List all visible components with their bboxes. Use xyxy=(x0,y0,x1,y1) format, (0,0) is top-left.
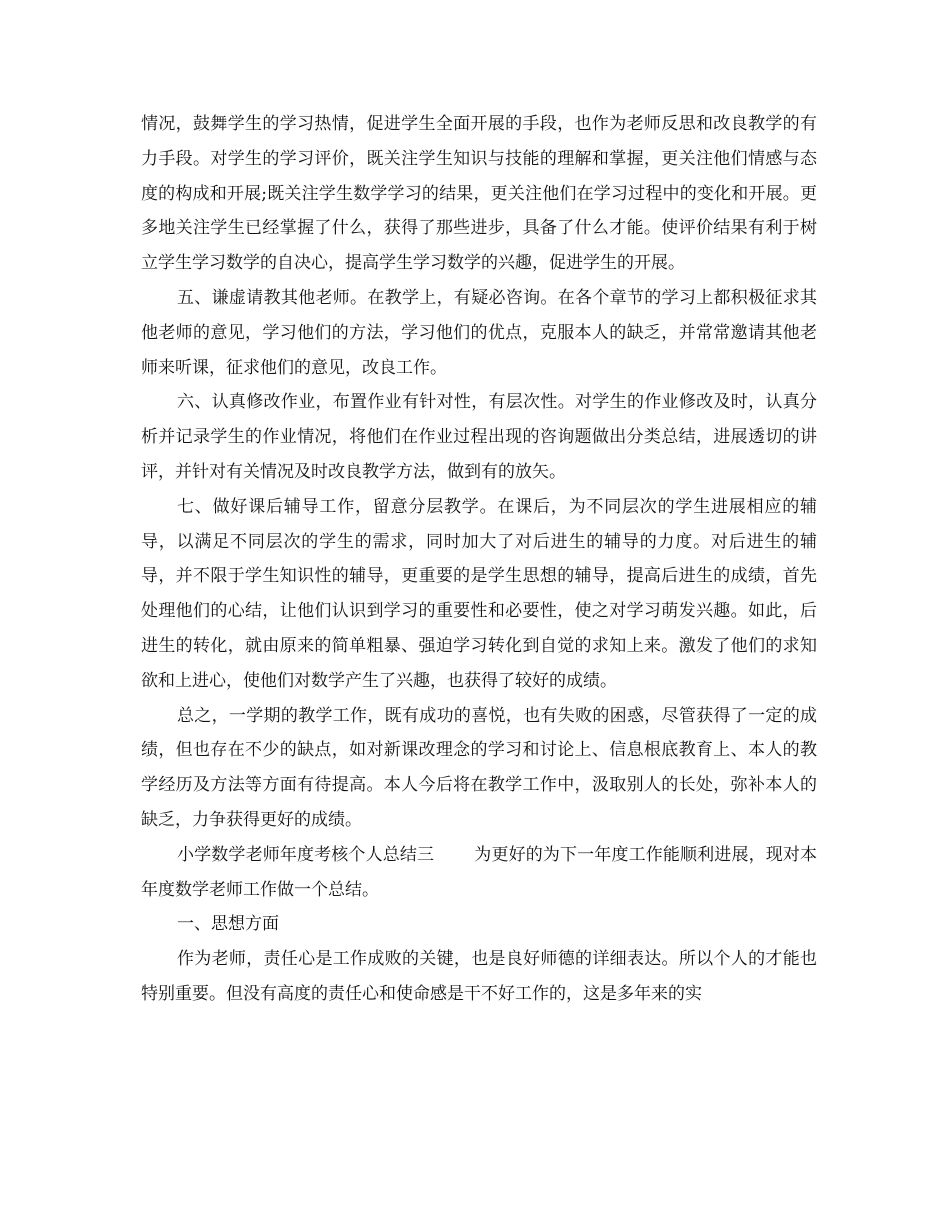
section-three-intro: 为更好的为下一年度工作能顺利进展，现对本年度数学老师工作做一个总结。 xyxy=(141,844,818,900)
paragraph-six-homework: 六、认真修改作业，布置作业有针对性，有层次性。对学生的作业修改及时，认真分析并记录学生的作业情况，将他们在作业过程出现的咨询题做出分类总结，进展透切的讲评，并针对有关情况及时改良教学方法，做到有的放矢。 xyxy=(141,392,817,482)
document-body xyxy=(141,107,817,1012)
paragraph-responsibility: 作为老师，责任心是工作成败的关键，也是良好师德的详细表达。所以个人的才能也特别重要。但没有高度的责任心和使命感是干不好工作的，这是多年来的实 xyxy=(141,949,817,1004)
section-three-paragraph xyxy=(141,838,817,908)
paragraph-evaluation-continued: 情况，鼓舞学生的学习热情，促进学生全面开展的手段，也作为老师反思和改良教学的有力手段。对学生的学习评价，既关注学生知识与技能的理解和掌握，更关注他们情感与态度的构成和开展;既关注学生数学学习的结果，更关注他们在学习过程中的变化和开展。更多地关注学生已经掌握了什么，获得了那些进步，具备了什么才能。使评价结果有利于树立学生学习数学的自决心，提高学生学习数学的兴趣，促进学生的开展。 xyxy=(141,114,817,274)
section-three-heading: 小学数学老师年度考核个人总结三 xyxy=(177,844,435,865)
paragraph-five-consult-teachers: 五、谦虚请教其他老师。在教学上，有疑必咨询。在各个章节的学习上都积极征求其他老师的意见，学习他们的方法，学习他们的优点，克服本人的缺乏，并常常邀请其他老师来听课，征求他们的意见，改良工作。 xyxy=(141,287,817,378)
subheading-ideology: 一、思想方面 xyxy=(177,914,279,935)
paragraph-summary: 总之，一学期的教学工作，既有成功的喜悦，也有失败的困惑，尽管获得了一定的成绩，但也存在不少的缺点，如对新课改理念的学习和讨论上、信息根底教育上、本人的教学经历及方法等方面有待提高。本人今后将在教学工作中，汲取别人的长处，弥补本人的缺乏，力争获得更好的成绩。 xyxy=(141,705,817,830)
paragraph-seven-tutoring: 七、做好课后辅导工作，留意分层教学。在课后，为不同层次的学生进展相应的辅导，以满足不同层次的学生的需求，同时加大了对后进生的辅导的力度。对后进生的辅导，并不限于学生知识性的辅导，更重要的是学生思想的辅导，提高后进生的成绩，首先处理他们的心结，让他们认识到学习的重要性和必要性，使之对学习萌发兴趣。如此，后进生的转化，就由原来的简单粗暴、强迫学习转化到自觉的求知上来。激发了他们的求知欲和上进心，使他们对数学产生了兴趣，也获得了较好的成绩。 xyxy=(141,496,817,691)
